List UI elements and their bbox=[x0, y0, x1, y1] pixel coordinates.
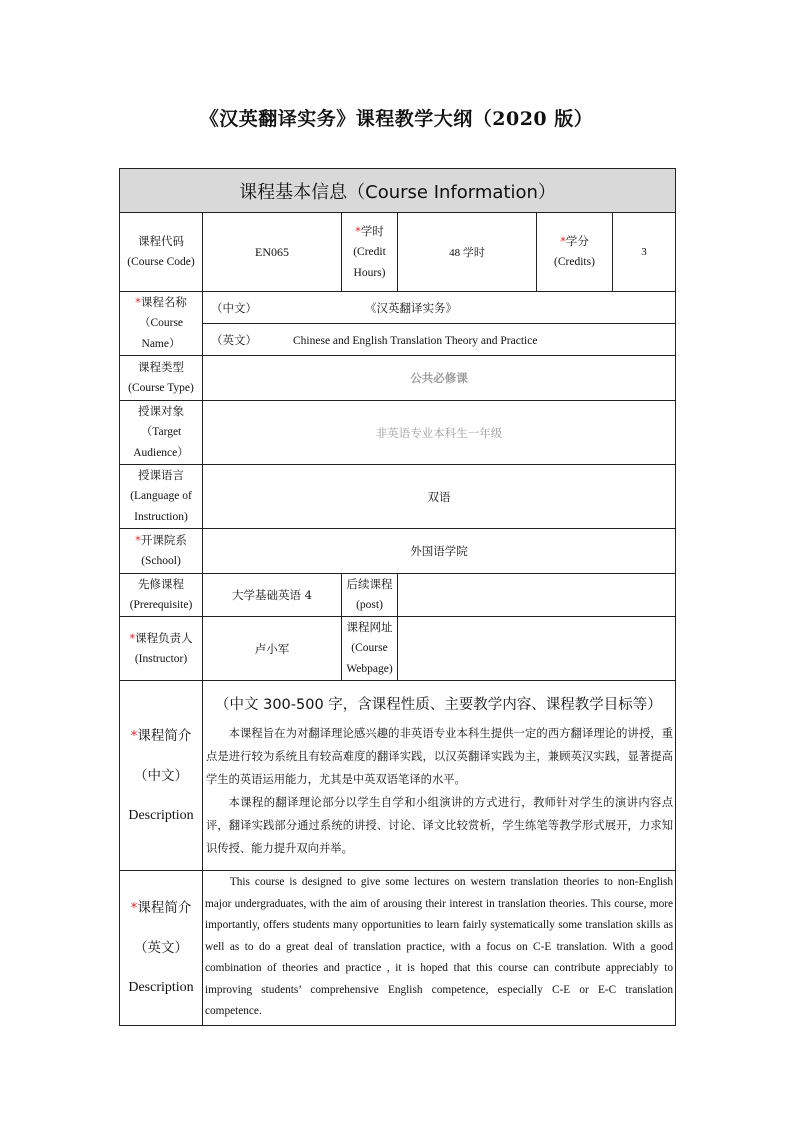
intro-cn-paragraph-2: 本课程的翻译理论部分以学生自学和小组演讲的方式进行，教师针对学生的演讲内容点评，翻译实践部分通过系统的讲授、讨论、译文比较赏析，学生练笔等教学形式展开，力求知识传授、能力提升双向并举。 bbox=[206, 796, 674, 855]
instructor-label: *课程负责人 (Instructor) bbox=[120, 617, 203, 681]
course-code-label: 课程代码 (Course Code) bbox=[120, 213, 203, 292]
webpage-value bbox=[398, 617, 676, 681]
school-label: *开课院系 (School) bbox=[120, 529, 203, 574]
intro-cn-content bbox=[203, 681, 676, 871]
course-type-label: 课程类型 (Course Type) bbox=[120, 356, 203, 401]
hours-value: 48 学时 bbox=[398, 213, 537, 292]
audience-label: 授课对象 （Target Audience） bbox=[120, 401, 203, 465]
course-name-label: *课程名称 （Course Name） bbox=[120, 292, 203, 356]
credits-value: 3 bbox=[613, 213, 676, 292]
prerequisite-value: 大学基础英语 4 bbox=[203, 574, 342, 617]
instructor-value: 卢小军 bbox=[203, 617, 342, 681]
audience-value: 非英语专业本科生一年级 bbox=[203, 401, 676, 465]
intro-en-content bbox=[203, 871, 676, 1026]
course-code-value: EN065 bbox=[203, 213, 342, 292]
course-type-value: 公共必修课 bbox=[203, 356, 676, 401]
school-value: 外国语学院 bbox=[203, 529, 676, 574]
course-info-table bbox=[119, 168, 676, 1026]
hours-label: *学时 (Credit Hours) bbox=[342, 213, 398, 292]
post-course-label: 后续课程 (post) bbox=[342, 574, 398, 617]
section-header: 课程基本信息（Course Information） bbox=[120, 169, 676, 213]
intro-cn-paragraph-1: 本课程旨在为对翻译理论感兴趣的非英语专业本科生提供一定的西方翻译理论的讲授，重点是进行较为系统且有较高难度的翻译实践，以汉英翻译实践为主，兼顾英汉实践，显著提高学生的英语运用能力，尤其是中英双语笔译的水平。 bbox=[206, 727, 674, 786]
document-title: 《汉英翻译实务》课程教学大纲（2020 版） bbox=[199, 108, 594, 130]
language-value: 双语 bbox=[203, 465, 676, 529]
course-name-cn-cell: （中文） 《汉英翻译实务》 bbox=[203, 292, 676, 324]
post-course-value bbox=[398, 574, 676, 617]
intro-en-label: *课程简介 （英文） Description bbox=[120, 871, 203, 1026]
language-label: 授课语言 (Language of Instruction) bbox=[120, 465, 203, 529]
intro-en-paragraph: This course is designed to give some lectures on western translation theories to non-English major undergraduates, with the aim of arousing their interest in translation theories. This course, more importantly, offers students many opportunities to learn fairly systematically some translation skills as well as to do a great deal of translation practice, with a focus on C-E translation. With a good combination of theories and practice , it is hoped that this course can contribute appreciably to improving students’ comprehensive English competence, especially C-E or E-C translation competence. bbox=[205, 876, 674, 1017]
intro-cn-label: *课程简介 （中文） Description bbox=[120, 681, 203, 871]
course-name-en-cell: （英文） Chinese and English Translation Theory and Practice bbox=[203, 324, 676, 356]
intro-cn-heading: （中文 300-500 字，含课程性质、主要教学内容、课程教学目标等） bbox=[215, 697, 662, 713]
webpage-label: 课程网址 (Course Webpage) bbox=[342, 617, 398, 681]
credits-label: *学分 (Credits) bbox=[537, 213, 613, 292]
prerequisite-label: 先修课程 (Prerequisite) bbox=[120, 574, 203, 617]
